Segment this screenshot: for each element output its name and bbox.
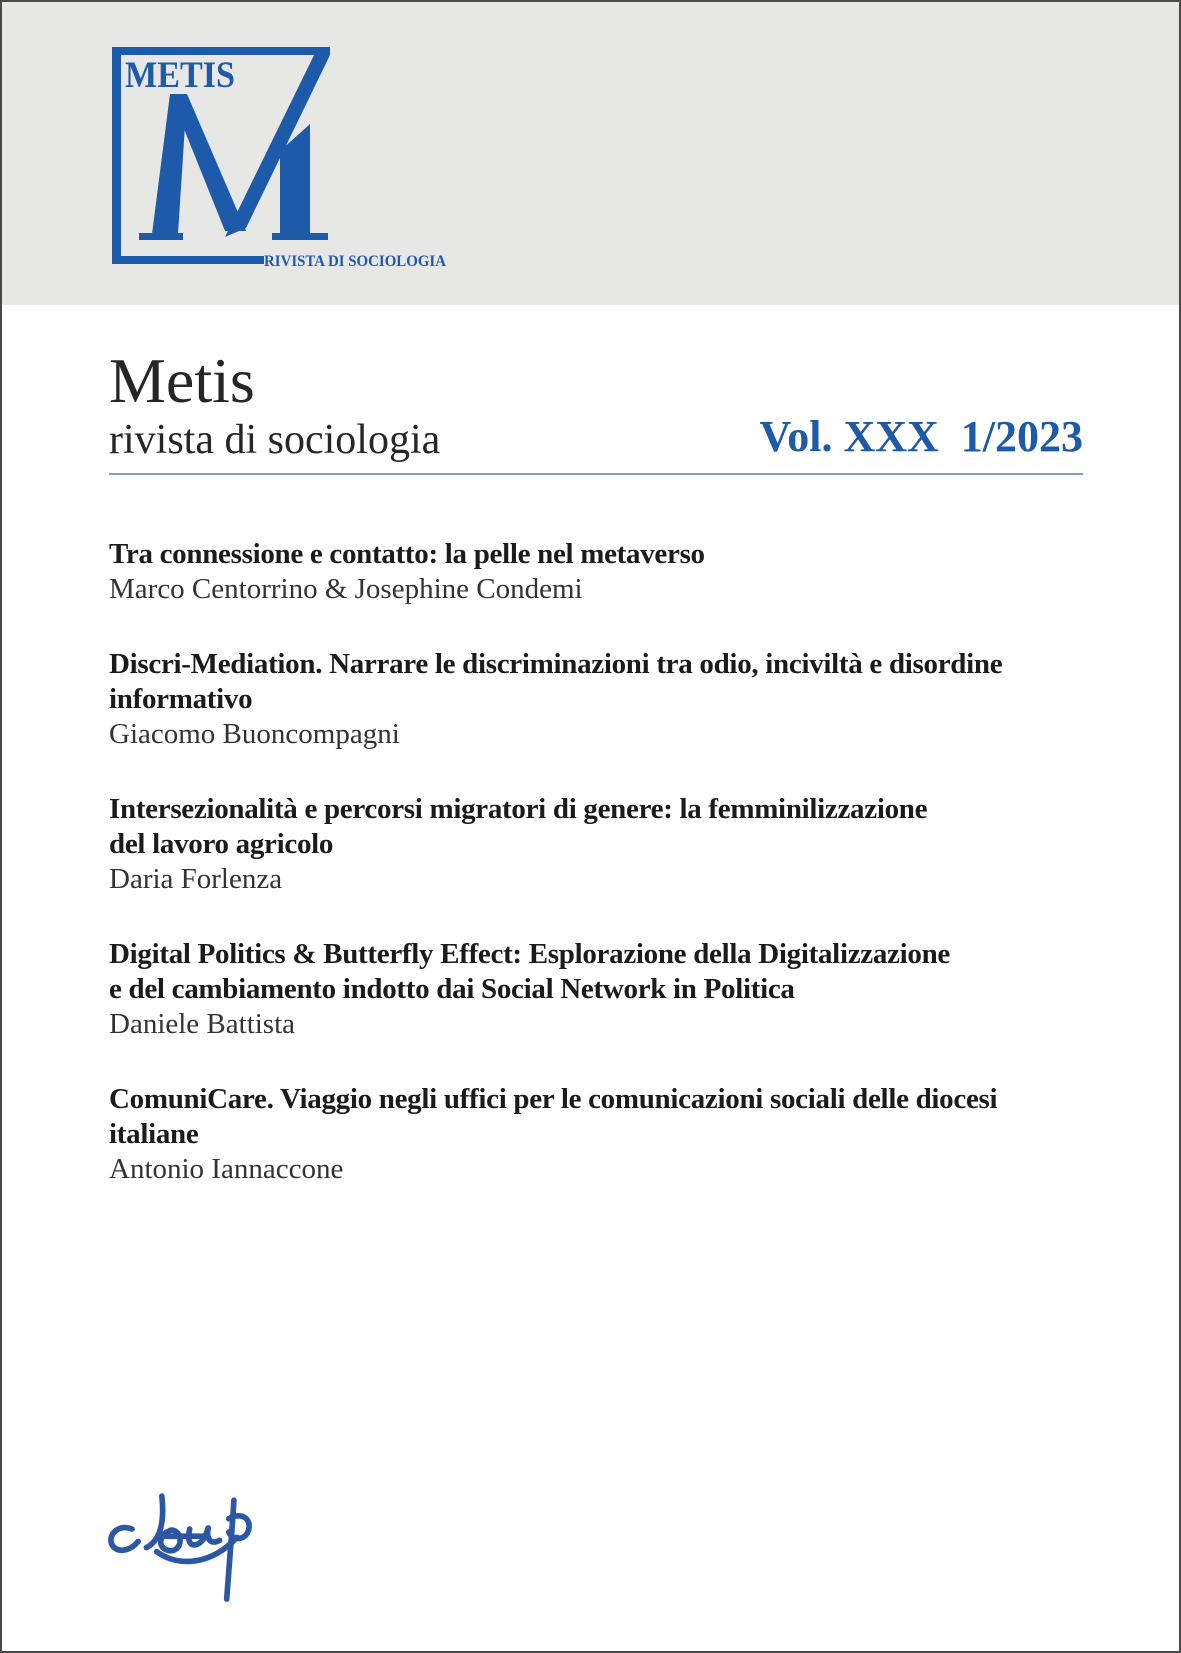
logo-frame-bottom: [112, 256, 264, 264]
masthead: [2, 305, 1179, 475]
article-title: Intersezionalità e percorsi migratori di genere: la femminilizzazione: [109, 793, 928, 825]
article-author: Daniele Battista: [109, 1008, 296, 1040]
masthead-title-block: [109, 345, 441, 463]
article-list: [2, 475, 1179, 1187]
article-entry: [109, 537, 1119, 607]
article-entry: [109, 792, 1119, 897]
article-title: Tra connessione e contatto: la pelle nel metaverso: [109, 538, 705, 570]
article-entry: [109, 937, 1119, 1042]
metis-logo: [112, 47, 452, 272]
article-title: italiane: [109, 1118, 199, 1150]
article-title: ComuniCare. Viaggio negli uffici per le comunicazioni sociali delle diocesi: [109, 1083, 998, 1115]
article-author: Giacomo Buoncompagni: [109, 718, 400, 750]
article-title: e del cambiamento indotto dai Social Network in Politica: [109, 973, 795, 1005]
journal-subtitle: rivista di sociologia: [109, 417, 441, 463]
article-entry: [109, 1082, 1119, 1187]
article-author: Daria Forlenza: [109, 863, 283, 895]
logo-frame-top: [112, 47, 330, 55]
logo-tagline: RIVISTA DI SOCIOLOGIA: [264, 253, 447, 270]
cleup-publisher-logo-icon: [97, 1477, 272, 1612]
logo-wordmark: METIS: [125, 55, 235, 96]
header-band: [2, 2, 1179, 305]
article-title: informativo: [109, 683, 253, 715]
logo-frame-left: [112, 47, 121, 264]
article-author: Antonio Iannaccone: [109, 1153, 344, 1185]
article-entry: [109, 647, 1119, 752]
article-author: Marco Centorrino & Josephine Condemi: [109, 573, 583, 605]
issue-label: Vol. XXX 1/2023: [759, 412, 1083, 461]
article-title: del lavoro agricolo: [109, 828, 334, 860]
article-title: Discri-Mediation. Narrare le discriminazioni tra odio, inciviltà e disordine: [109, 648, 1003, 680]
journal-title: Metis: [109, 345, 255, 416]
article-title: Digital Politics & Butterfly Effect: Esplorazione della Digitalizzazione: [109, 938, 950, 970]
